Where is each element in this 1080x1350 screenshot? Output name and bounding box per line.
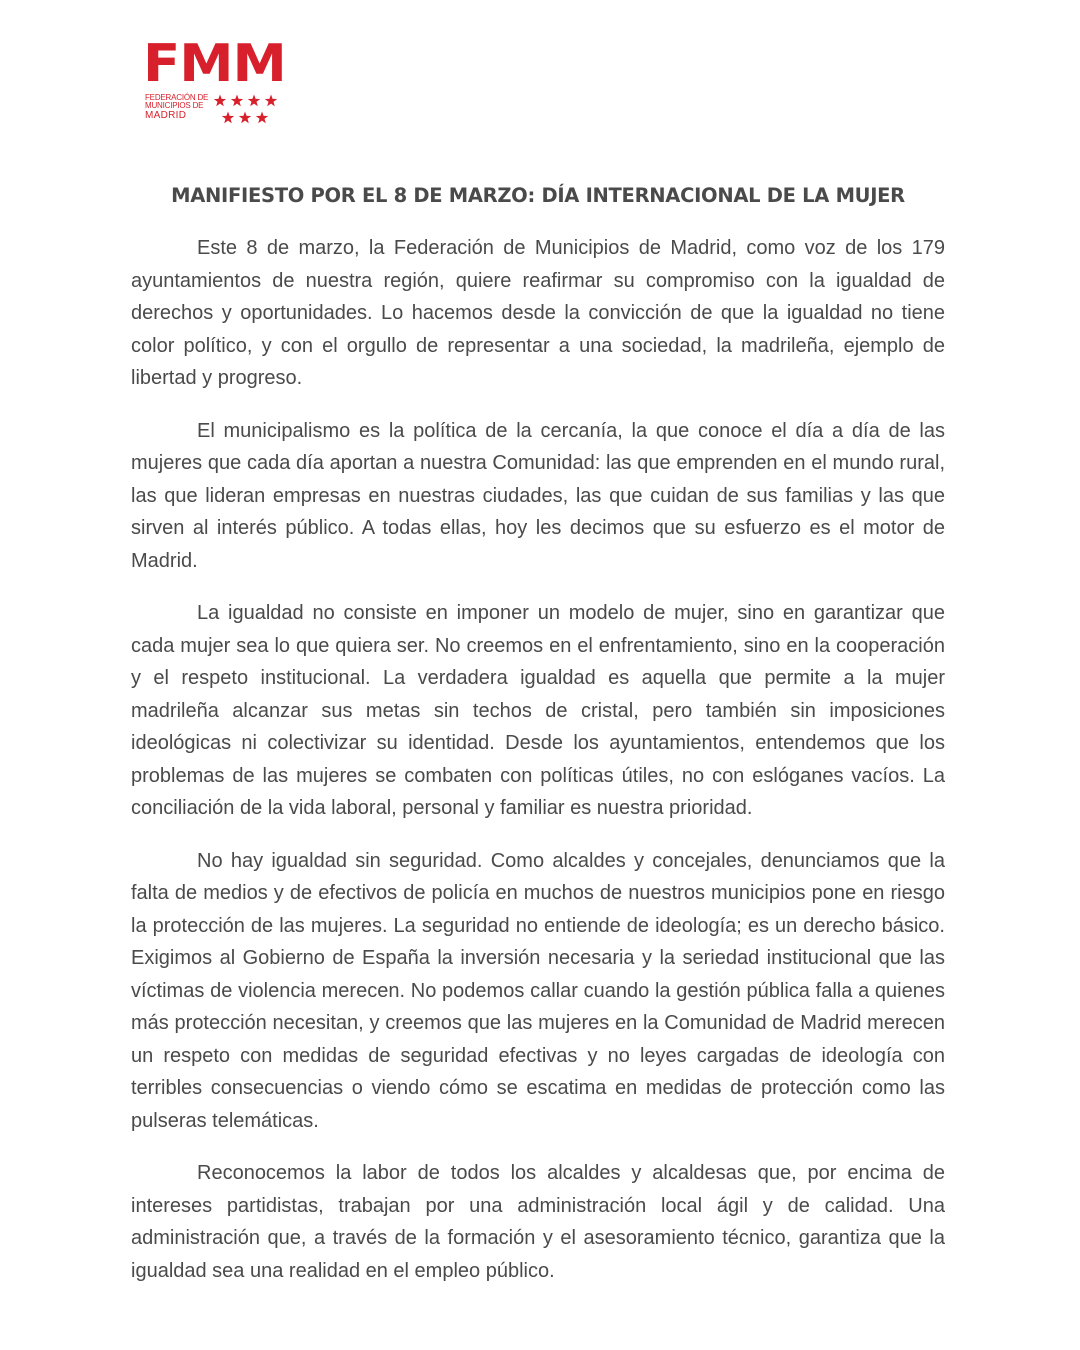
document-title: MANIFIESTO POR EL 8 DE MARZO: DÍA INTERNACIONAL DE LA MUJER [171,184,905,208]
paragraph: El municipalismo es la política de la cercanía, la que conoce el día a día de las mujeres que cada día aportan a nuestra Comunidad: las que emprenden en el mundo rural, las que lideran empresas en nuestras ciudades, las que cuidan de sus familias y las que sirven al interés público. A todas ellas, hoy les decimos que su esfuerzo es el motor de Madrid. [131,419,945,572]
logo-brand-text: FMM [143,34,286,94]
paragraph: La igualdad no consiste en imponer un modelo de mujer, sino en garantizar que cada mujer sea lo que quiera ser. No creemos en el enfrentamiento, sino en la cooperación y el respeto institucional. La verdadera igualdad es aquella que permite a la mujer madrileña alcanzar sus metas sin techos de cristal, pero también sin imposiciones ideológicas ni colectivizar su identidad. Desde los ayuntamientos, entendemos que los problemas de las mujeres se combaten con políticas útiles, no con eslóganes vacíos. La conciliación de la vida laboral, personal y familiar es nuestra prioridad. [131,602,945,819]
document-body [131,232,945,1307]
logo-subtitle-line: MUNICIPIOS DE [145,101,204,110]
fmm-logo [143,34,293,130]
logo-subtitle [145,94,215,121]
logo-subtitle-line: MADRID [145,110,187,121]
paragraph: No hay igualdad sin seguridad. Como alcaldes y concejales, denunciamos que la falta de medios y de efectivos de policía en muchos de nuestros municipios pone en riesgo la protección de las mujeres. La seguridad no entiende de ideología; es un derecho básico. Exigimos al Gobierno de España la inversión necesaria y la seriedad institucional que las víctimas de violencia merecen. No podemos callar cuando la gestión pública falla a quienes más protección necesitan, y creemos que las mujeres en la Comunidad de Madrid merecen un respeto con medidas de seguridad efectivas y no leyes cargadas de ideología con terribles consecuencias o viendo cómo se escatima en medidas de protección como las pulseras telemáticas. [131,849,945,1132]
logo-subtitle-line: FEDERACIÓN DE [145,93,209,102]
paragraph: Reconocemos la labor de todos los alcaldes y alcaldesas que, por encima de intereses partidistas, trabajan por una administración local ágil y de calidad. Una administración que, a través de la formación y el asesoramiento técnico, garantiza que la igualdad sea una realidad en el empleo público. [131,1162,945,1282]
logo-stars-icon [213,92,289,128]
paragraph: Este 8 de marzo, la Federación de Municipios de Madrid, como voz de los 179 ayuntamientos de nuestra región, quiere reafirmar su compromiso con la igualdad de derechos y oportunidades. Lo hacemos desde la convicción de que la igualdad no tiene color político, y con el orgullo de representar a una sociedad, la madrileña, ejemplo de libertad y progreso. [131,237,945,389]
